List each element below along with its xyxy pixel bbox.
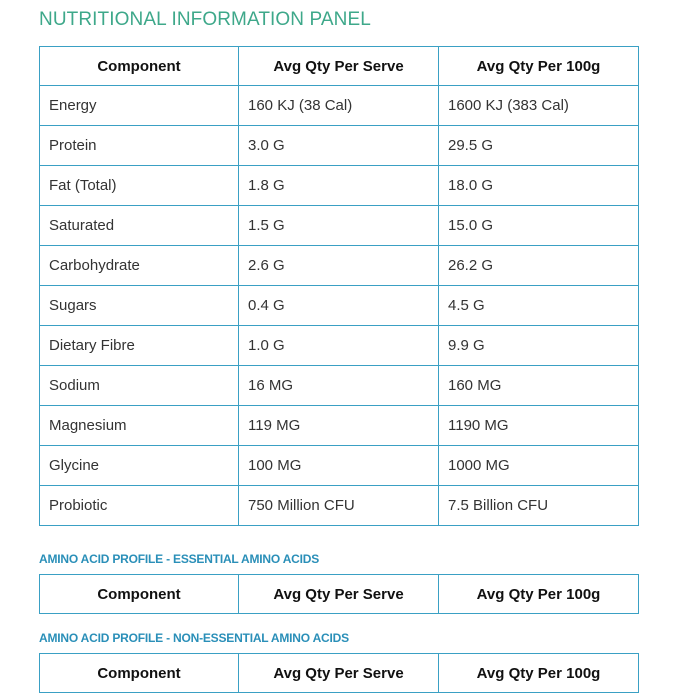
table-header-row [40, 575, 639, 614]
column-header-component: Component [40, 575, 239, 614]
component-cell: Magnesium [40, 406, 239, 446]
per-100g-cell: 26.2 G [439, 246, 639, 286]
table-row [40, 326, 639, 366]
per-serve-cell: 1.5 G [239, 206, 439, 246]
component-cell: Dietary Fibre [40, 326, 239, 366]
per-serve-cell: 1.0 G [239, 326, 439, 366]
per-100g-cell: 1600 KJ (383 Cal) [439, 86, 639, 126]
column-header-per-100g: Avg Qty Per 100g [439, 47, 639, 86]
nutrition-table [39, 46, 639, 526]
table-row [40, 206, 639, 246]
component-cell: Sugars [40, 286, 239, 326]
column-header-per-100g: Avg Qty Per 100g [439, 654, 639, 693]
component-cell: Sodium [40, 366, 239, 406]
per-100g-cell: 7.5 Billion CFU [439, 486, 639, 526]
table-header-row [40, 47, 639, 86]
table-row [40, 366, 639, 406]
component-cell: Fat (Total) [40, 166, 239, 206]
table-row [40, 246, 639, 286]
per-100g-cell: 18.0 G [439, 166, 639, 206]
component-cell: Energy [40, 86, 239, 126]
per-serve-cell: 0.4 G [239, 286, 439, 326]
column-header-component: Component [40, 654, 239, 693]
per-100g-cell: 15.0 G [439, 206, 639, 246]
component-cell: Probiotic [40, 486, 239, 526]
per-100g-cell: 1190 MG [439, 406, 639, 446]
table-row [40, 86, 639, 126]
non-essential-amino-acids-heading: AMINO ACID PROFILE - NON-ESSENTIAL AMINO ACIDS [39, 631, 349, 645]
column-header-component: Component [40, 47, 239, 86]
table-row [40, 486, 639, 526]
per-serve-cell: 2.6 G [239, 246, 439, 286]
per-serve-cell: 3.0 G [239, 126, 439, 166]
per-100g-cell: 1000 MG [439, 446, 639, 486]
per-100g-cell: 4.5 G [439, 286, 639, 326]
per-100g-cell: 29.5 G [439, 126, 639, 166]
essential-amino-acids-table [39, 574, 639, 614]
column-header-per-serve: Avg Qty Per Serve [239, 47, 439, 86]
column-header-per-serve: Avg Qty Per Serve [239, 654, 439, 693]
per-serve-cell: 750 Million CFU [239, 486, 439, 526]
component-cell: Carbohydrate [40, 246, 239, 286]
per-serve-cell: 1.8 G [239, 166, 439, 206]
table-row [40, 446, 639, 486]
per-serve-cell: 16 MG [239, 366, 439, 406]
table-header-row [40, 654, 639, 693]
page-title: NUTRITIONAL INFORMATION PANEL [39, 9, 371, 30]
component-cell: Glycine [40, 446, 239, 486]
table-row [40, 166, 639, 206]
table-row [40, 406, 639, 446]
nutrition-table-body [40, 86, 639, 526]
per-serve-cell: 100 MG [239, 446, 439, 486]
column-header-per-100g: Avg Qty Per 100g [439, 575, 639, 614]
table-row [40, 126, 639, 166]
essential-amino-acids-heading: AMINO ACID PROFILE - ESSENTIAL AMINO ACIDS [39, 552, 320, 566]
component-cell: Saturated [40, 206, 239, 246]
column-header-per-serve: Avg Qty Per Serve [239, 575, 439, 614]
per-serve-cell: 160 KJ (38 Cal) [239, 86, 439, 126]
per-100g-cell: 9.9 G [439, 326, 639, 366]
component-cell: Protein [40, 126, 239, 166]
per-serve-cell: 119 MG [239, 406, 439, 446]
table-row [40, 286, 639, 326]
non-essential-amino-acids-table [39, 653, 639, 693]
per-100g-cell: 160 MG [439, 366, 639, 406]
